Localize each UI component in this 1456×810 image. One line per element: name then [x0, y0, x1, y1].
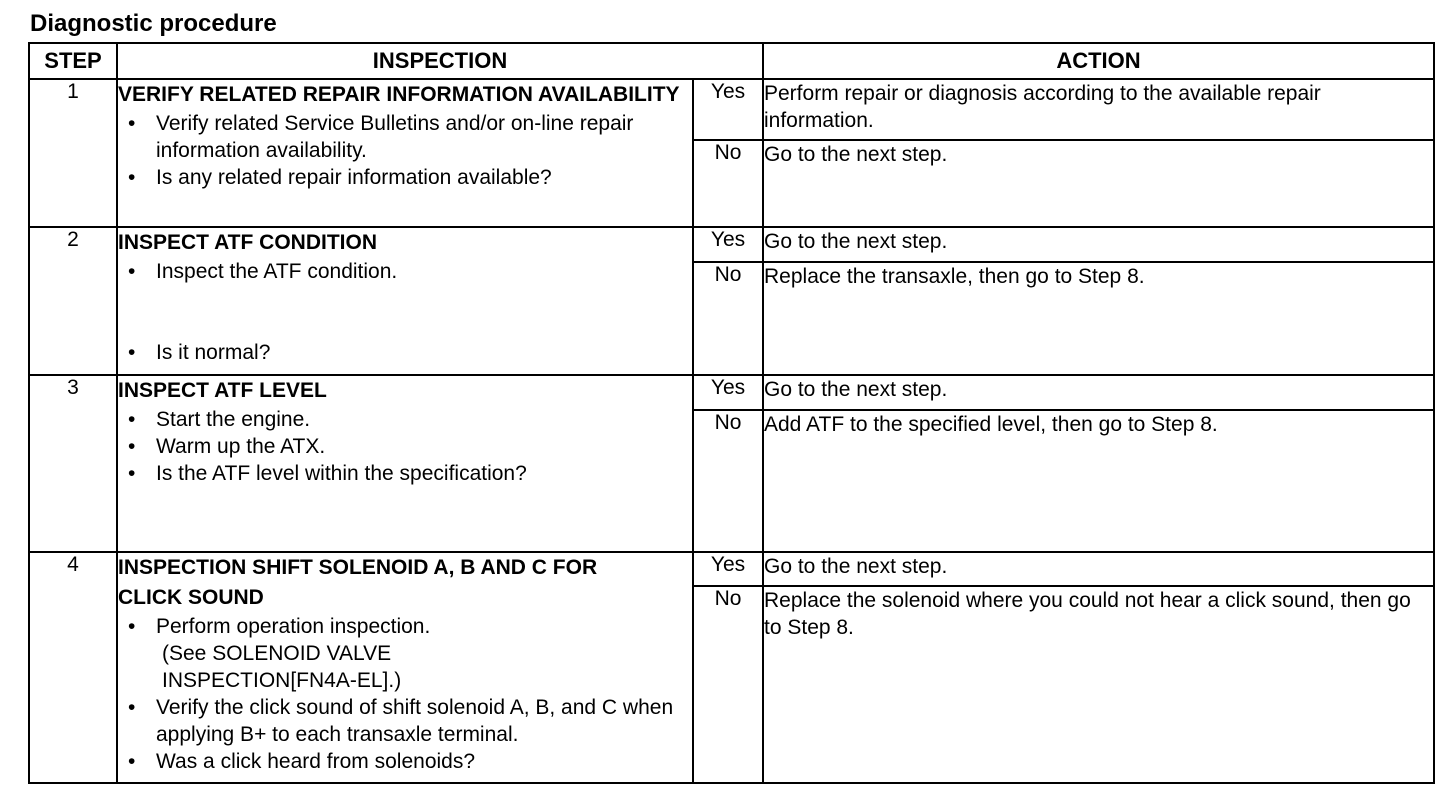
step-number: 1: [29, 79, 117, 227]
reference-note: (See SOLENOID VALVE INSPECTION[FN4A-EL].): [162, 641, 402, 692]
inspection-heading: INSPECTION SHIFT SOLENOID A, B AND C FOR CLICK SOUND: [118, 555, 598, 609]
inspection-cell: [117, 227, 693, 375]
table-row: [29, 79, 1434, 140]
header-action: ACTION: [763, 43, 1434, 79]
inspection-cell: [117, 79, 693, 227]
inspection-bullet: • Is the ATF level within the specification?: [156, 460, 692, 487]
yes-label: Yes: [693, 227, 763, 261]
no-action: Add ATF to the specified level, then go to Step 8.: [763, 410, 1434, 552]
no-label: No: [693, 586, 763, 783]
yes-label: Yes: [693, 375, 763, 409]
header-inspection: INSPECTION: [117, 43, 763, 79]
inspection-bullet: • Is any related repair information available?: [156, 164, 692, 191]
inspection-cell: [117, 552, 693, 783]
table-row: [29, 552, 1434, 586]
inspection-cell: [117, 375, 693, 551]
yes-action: Perform repair or diagnosis according to the available repair information.: [763, 79, 1434, 140]
inspection-bullet: • Start the engine.: [156, 406, 692, 433]
yes-action: Go to the next step.: [763, 375, 1434, 409]
step-number: 4: [29, 552, 117, 783]
yes-label: Yes: [693, 552, 763, 586]
inspection-bullet: [156, 613, 692, 694]
inspection-heading: INSPECT ATF LEVEL: [118, 379, 327, 403]
inspection-heading: INSPECT ATF CONDITION: [118, 231, 377, 255]
yes-action: Go to the next step.: [763, 552, 1434, 586]
page-title: Diagnostic procedure: [30, 10, 277, 37]
header-row: [29, 43, 1434, 79]
no-action: Go to the next step.: [763, 140, 1434, 227]
no-label: No: [693, 140, 763, 227]
no-label: No: [693, 410, 763, 552]
no-action: Replace the solenoid where you could not hear a click sound, then go to Step 8.: [763, 586, 1434, 783]
inspection-bullet: • Verify the click sound of shift solenoid A, B, and C when applying B+ to each transaxle terminal.: [156, 694, 692, 748]
no-action: Replace the transaxle, then go to Step 8.: [763, 262, 1434, 376]
inspection-bullet: • Verify related Service Bulletins and/or on-line repair information availability.: [156, 110, 692, 164]
no-label: No: [693, 262, 763, 376]
inspection-bullet-text: Perform operation inspection.: [156, 614, 431, 638]
inspection-bullet: • Inspect the ATF condition.: [156, 258, 692, 285]
inspection-heading: VERIFY RELATED REPAIR INFORMATION AVAILABILITY: [118, 83, 680, 107]
step-number: 3: [29, 375, 117, 551]
header-step: STEP: [29, 43, 117, 79]
diagnostic-table: [28, 42, 1435, 784]
inspection-bullet: • Warm up the ATX.: [156, 433, 692, 460]
table-row: [29, 227, 1434, 261]
table-row: [29, 375, 1434, 409]
step-number: 2: [29, 227, 117, 375]
yes-label: Yes: [693, 79, 763, 140]
inspection-bullet: • Is it normal?: [156, 339, 692, 366]
inspection-bullet: • Was a click heard from solenoids?: [156, 748, 692, 775]
yes-action: Go to the next step.: [763, 227, 1434, 261]
